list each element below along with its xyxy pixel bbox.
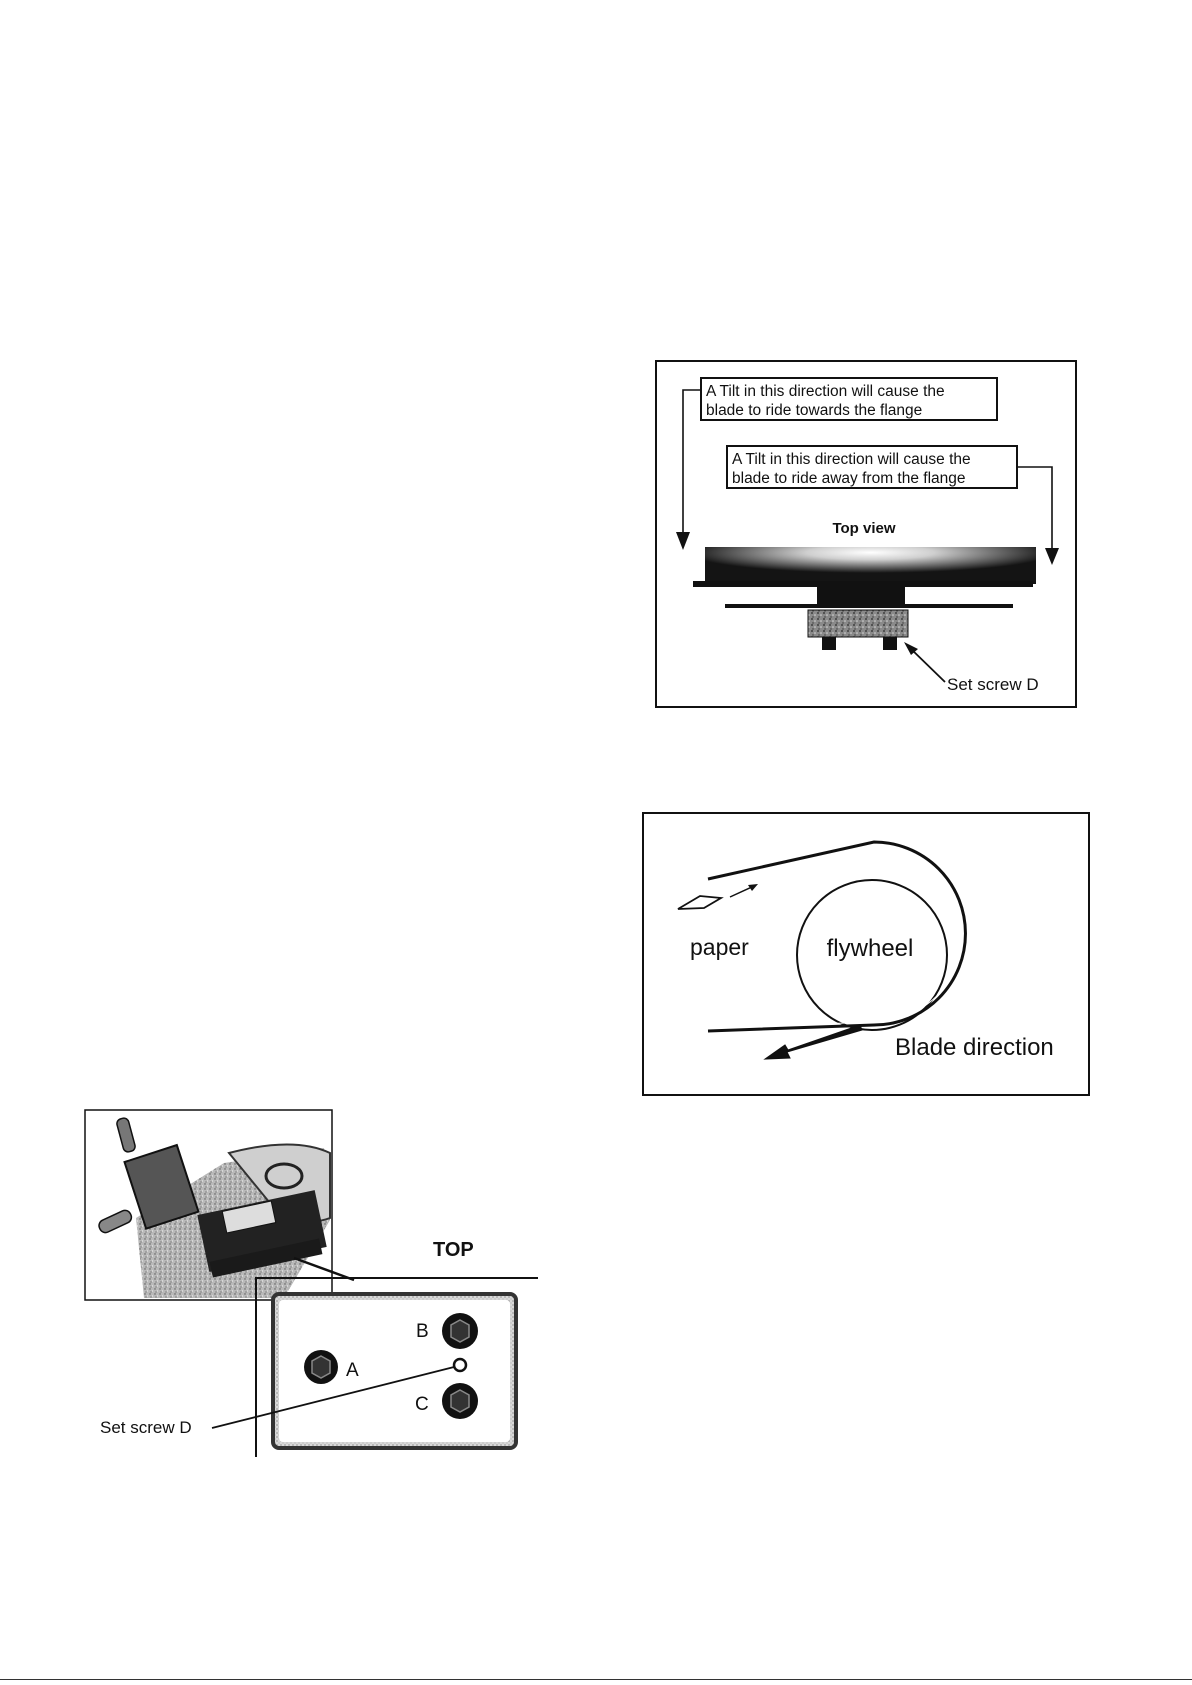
note-towards-line2: blade to ride towards the flange bbox=[706, 402, 923, 419]
bolt-c-icon bbox=[442, 1383, 478, 1419]
adjustment-diagram bbox=[84, 1108, 540, 1458]
tilt-diagram bbox=[655, 360, 1077, 708]
hub bbox=[817, 586, 905, 604]
set-screw-label: Set screw D bbox=[947, 675, 1039, 694]
adjuster-block bbox=[808, 610, 908, 637]
block-foot-left bbox=[822, 637, 836, 650]
callout-towards-flange bbox=[701, 378, 997, 420]
blade-direction-label: Blade direction bbox=[895, 1034, 1054, 1061]
block-foot-right bbox=[883, 637, 897, 650]
flywheel-label: flywheel bbox=[826, 935, 914, 962]
flywheel-diagram bbox=[642, 812, 1092, 1098]
mount-plate bbox=[725, 604, 1013, 608]
paper-label: paper bbox=[690, 934, 749, 960]
top-view-label: Top view bbox=[832, 520, 896, 537]
set-screw-d-icon bbox=[454, 1359, 466, 1371]
saw-photo bbox=[85, 1110, 354, 1300]
note-away-line2: blade to ride away from the flange bbox=[732, 470, 966, 487]
bolt-a-label: A bbox=[346, 1360, 359, 1381]
set-screw-d-label: Set screw D bbox=[100, 1418, 192, 1437]
callout-away-flange bbox=[727, 446, 1017, 488]
bolt-c-label: C bbox=[415, 1394, 429, 1415]
bolt-b-label: B bbox=[416, 1321, 429, 1342]
bolt-b-icon bbox=[442, 1313, 478, 1349]
note-towards-line1: A Tilt in this direction will cause the bbox=[706, 383, 945, 400]
wheel-body bbox=[705, 547, 1036, 584]
top-label: TOP bbox=[433, 1239, 474, 1261]
page-bottom-rule bbox=[0, 1679, 1192, 1680]
note-away-line1: A Tilt in this direction will cause the bbox=[732, 451, 971, 468]
bolt-a-icon bbox=[304, 1350, 338, 1384]
